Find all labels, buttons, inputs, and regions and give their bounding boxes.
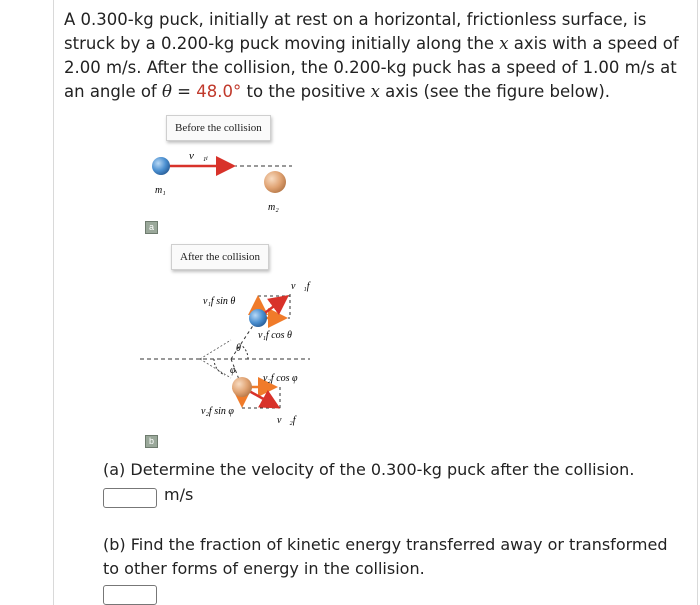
part-b-question: (b) Find the fraction of kinetic energy transferred away or transformed to other forms of energy in the collision.	[103, 535, 668, 578]
after-collision-label: After the collision	[171, 244, 269, 270]
part-b-answer-input[interactable]	[103, 585, 157, 605]
m1-label: m₁	[155, 185, 166, 196]
part-a-unit: m/s	[164, 485, 194, 504]
panel-tag-b: b	[145, 435, 158, 448]
phi-label: φ	[230, 365, 236, 376]
problem-text-1: A 0.300-kg puck, initially at rest on a horizontal, frictionless surface, is struck by a 0.200-kg puck moving initially along the	[64, 10, 647, 53]
v1f-sin-label: v₁f sin θ	[203, 296, 236, 307]
v1f-cos-label: v₁f cos θ	[258, 330, 292, 341]
problem-text-4: axis (see the figure below).	[379, 82, 610, 101]
theta-arc	[241, 345, 248, 359]
v2f-cos-label: v₂f cos φ	[263, 373, 298, 384]
problem-text-2: axis with a speed of 2.00 m/s. After the collision, the 0.200-kg puck has a speed of 1.00 m/s at an angle of	[64, 34, 679, 101]
puck-2-after	[232, 377, 252, 397]
problem-text-3: to the positive	[241, 82, 371, 101]
panel-tag-a: a	[145, 221, 158, 234]
puck-1-before	[152, 157, 170, 175]
before-collision-label: Before the collision	[166, 115, 271, 141]
v1f-vector-label: v⃗₁f	[291, 281, 310, 292]
v2f-vector-label: v⃗₂f	[277, 415, 296, 426]
m2-label: m₂	[268, 202, 279, 213]
equals-sign: =	[171, 82, 197, 101]
v1i-label: v⃗₁ᵢ	[189, 150, 209, 162]
x-variable: x	[499, 34, 509, 53]
angle-value: 48.0°	[196, 82, 242, 101]
phi-arc	[214, 359, 225, 375]
puck-2-before	[264, 171, 286, 193]
puck-1-after	[249, 309, 267, 327]
x-variable-2: x	[370, 82, 380, 101]
theta-label: θ	[236, 343, 241, 354]
part-a-answer-input[interactable]	[103, 488, 157, 508]
part-a-question: (a) Determine the velocity of the 0.300-kg puck after the collision.	[103, 460, 635, 479]
v2f-sin-label: v₂f sin φ	[201, 406, 234, 417]
theta-symbol: θ	[162, 82, 172, 101]
